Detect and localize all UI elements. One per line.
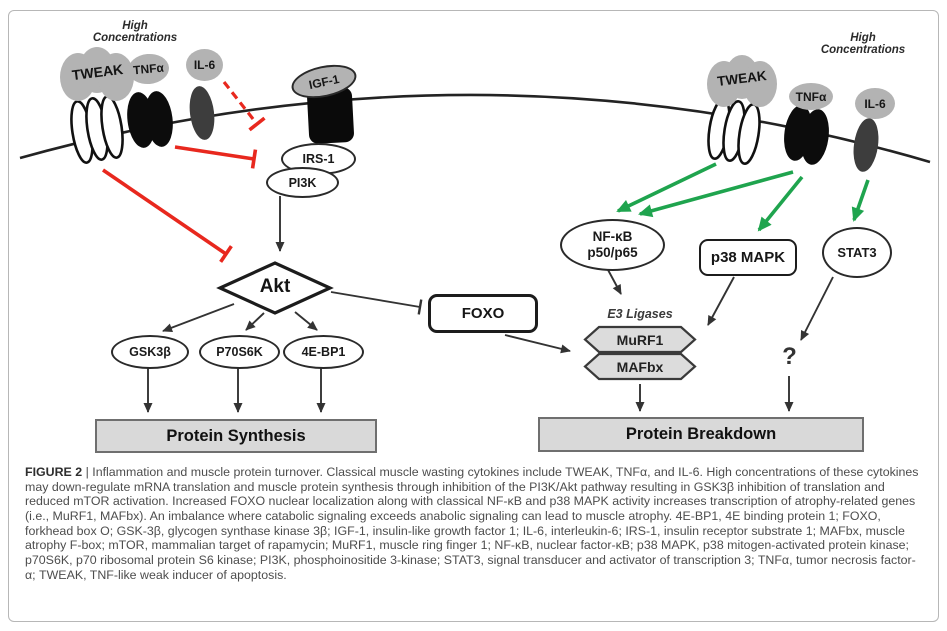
inhibit-il6-irs1-dashed (224, 82, 257, 124)
figure-caption-label: FIGURE 2 (25, 465, 83, 479)
pi3k-node: PI3K (266, 167, 339, 198)
activate-tweak-nfkb (618, 164, 716, 211)
inhibit-tweak-akt (103, 170, 226, 254)
tnfa-label-right: TNFα (789, 83, 833, 110)
mafbx-label: MAFbx (616, 358, 664, 375)
nfkb-node: NF-κB p50/p65 (560, 219, 665, 271)
murf1-label: MuRF1 (616, 331, 664, 348)
il6-label-right: IL-6 (855, 88, 895, 119)
high-concentrations-right: High Concentrations (820, 32, 906, 57)
figure-caption-text: Inflammation and muscle protein turnover. Classical muscle wasting cytokines include TWEAK, TNFα, and IL-6. High concentrations of these cytokines may down-regulate mRNA translation and muscle protein synthesis through inhibition of the PI3K/Akt pathway resulting in GSK3β inhibition of translation and reduced mTOR activation. Increased FOXO nuclear localization along with classical NF-κB and p38 MAPK activity increases transcription of atrophy-related genes (i.e., MuRF1, MAFbx). An imbalance where catabolic signaling exceeds anabolic signaling can lead to muscle atrophy. 4E-BP1, 4E binding protein 1; FOXO, forkhead box O; GSK-3β, glycogen synthase kinase 3β; IGF-1, insulin-like growth factor 1; IL-6, interleukin-6; IRS-1, insulin receptor substrate 1; MAFbx, muscle atrophy F-box; mTOR, mammalian target of rapamycin; MuRF1, muscle ring finger 1; NF-κB, nuclear factor-κB; p38 MAPK, p38 mitogen-activated protein kinase; p70S6K, p70 ribosomal protein S6 kinase; PI3K, phosphoinositide 3-kinase; STAT3, signal transducer and activator of transcription 3; TNFα, tumor necrosis factor-α; TWEAK, TNF-like weak inducer of apoptosis. (25, 465, 919, 582)
foxo-node: FOXO (428, 294, 538, 333)
inhibit-tnfa-irs1 (175, 147, 254, 159)
il6-label-left: IL-6 (186, 49, 223, 81)
p38-mapk-node: p38 MAPK (699, 239, 797, 276)
stat3-node: STAT3 (822, 227, 892, 278)
il6-receptor-left (187, 85, 217, 142)
tweak-receptor-left (68, 95, 126, 164)
activate-il6-stat3 (854, 180, 868, 220)
activate-tnfa-nfkb (640, 172, 793, 214)
e3-ligases-label: E3 Ligases (607, 307, 673, 321)
irs1-node: IRS-1 (281, 143, 356, 175)
protein-synthesis-box: Protein Synthesis (95, 419, 377, 453)
tnfa-receptor-left (124, 90, 176, 150)
4ebp1-node: 4E-BP1 (283, 335, 364, 369)
tweak-receptor-right (705, 98, 763, 165)
figure-caption (25, 465, 926, 583)
tnfa-receptor-right (781, 103, 833, 166)
protein-breakdown-box: Protein Breakdown (538, 417, 864, 452)
tweak-label-left: TWEAK (71, 60, 124, 84)
gsk3b-node: GSK3β (111, 335, 189, 369)
tweak-label-right: TWEAK (716, 68, 768, 89)
unknown-pathway-question: ? (782, 343, 797, 370)
p70s6k-node: P70S6K (199, 335, 280, 369)
akt-label: Akt (259, 276, 291, 297)
igf1-label: IGF-1 (288, 59, 359, 103)
figure-caption-separator: | (82, 465, 93, 479)
activate-tnfa-p38 (759, 177, 802, 230)
tnfa-label-left: TNFα (127, 52, 170, 85)
il6-receptor-right (850, 117, 881, 174)
high-concentrations-left: High Concentrations (92, 20, 178, 45)
